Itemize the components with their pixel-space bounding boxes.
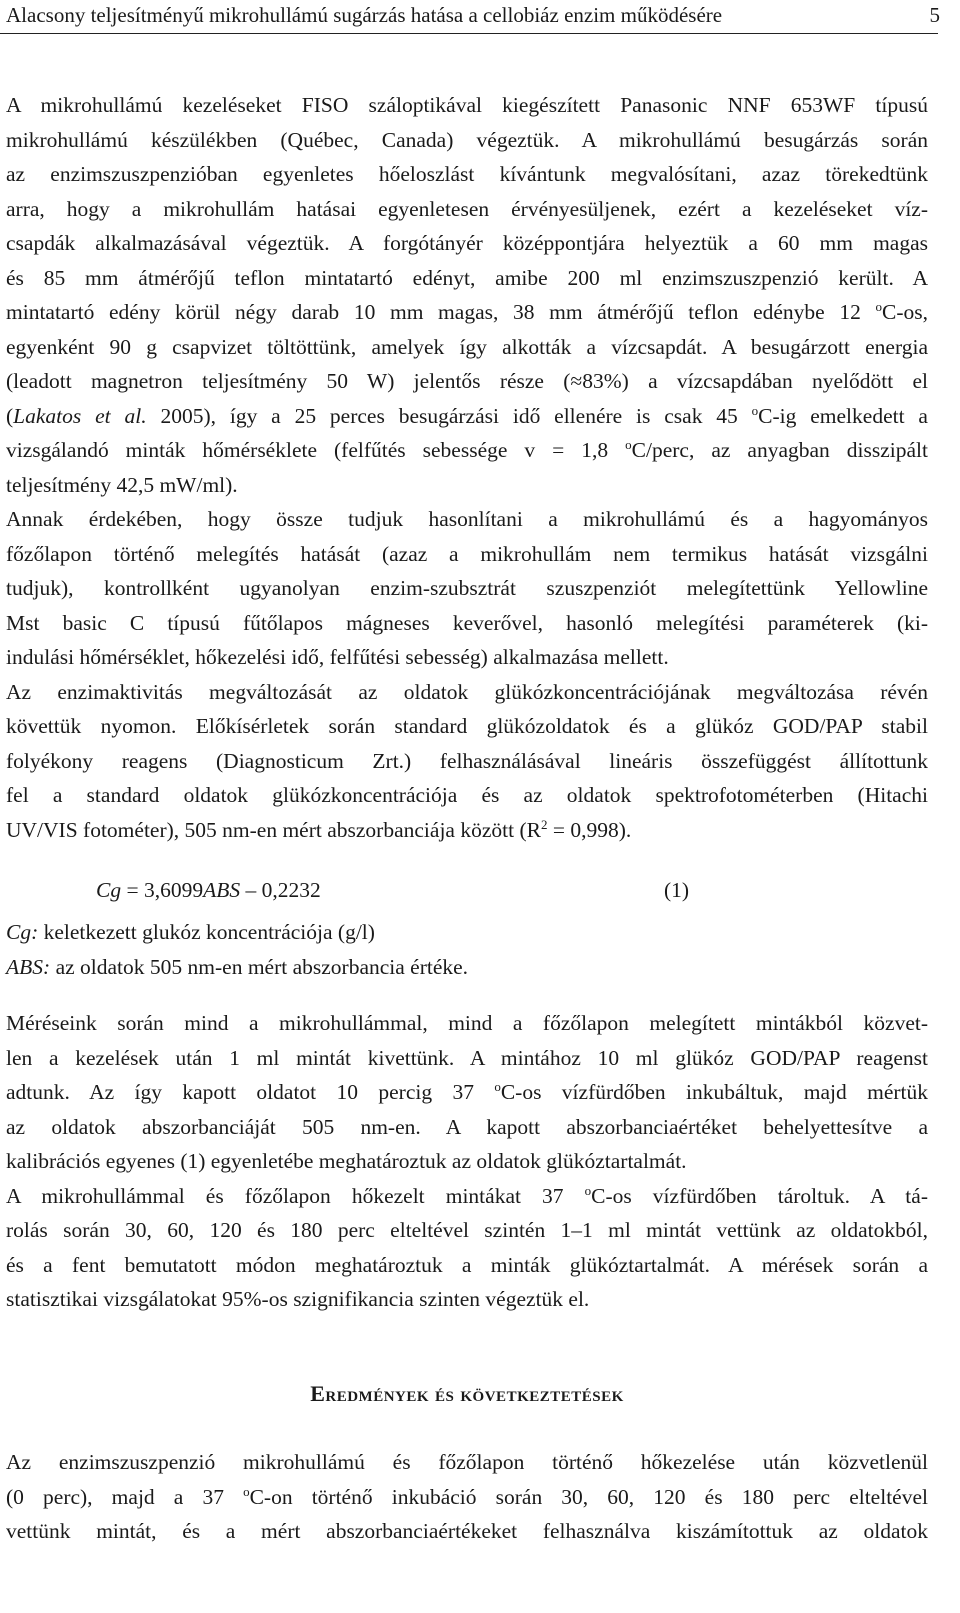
text-line: csapdák alkalmazásával végeztük. A forgótányér középpontjára helyeztük a 60 mm magas [6,231,928,255]
text-line: az oldatok abszorbanciáját 505 nm-en. A kapott abszorbanciaértéket behelyettesítve a [6,1114,928,1139]
text-line: (leadott magnetron teljesítmény 50 W) jelentős része (≈83%) a vízcsapdában nyelődött el [6,369,928,393]
text-line: A mikrohullámmal és főzőlapon hőkezelt mintákat 37 $^o$C-os vízfürdőben tároltuk. A tá- [6,1182,928,1208]
spacer [6,984,928,1006]
text-line: Mst basic C típusú fűtőlapos mágneses keverővel, hasonló melegítési paraméterek (ki- [6,610,928,635]
definition-line [6,915,928,950]
text-line: fel a standard oldatok glükózkoncentrációja és az oldatok spektrofotométerben (Hitachi [6,783,928,807]
text-line: egyenként 90 g csapvizet töltöttünk, amelyek így alkották a vízcsapdát. A besugárzott energia [6,334,928,359]
section-heading: Eredmények és következtetések [310,1380,624,1406]
text-line: UV/VIS fotométer), 505 nm-en mért abszorbanciája között $(R^2 = 0,998)$. [6,816,632,842]
text-line: vettünk mintát, és a mért abszorbanciaértékeket felhasználva kiszámítottuk az oldatok [6,1519,928,1543]
paragraph-control-heating [6,502,928,675]
equation-definitions [6,915,928,984]
paragraph-enzyme-activity [6,675,928,848]
equation-text: Cg = 3,6099ABS – 0,2232 [96,878,321,902]
text-line: tudjuk), kontrollként ugyanolyan enzim-szubsztrát szuszpenziót melegítettünk Yellowline [6,576,928,600]
definition-text: az oldatok 505 nm-en mért abszorbancia értéke. [55,954,469,979]
running-header [6,0,940,30]
running-title: Alacsony teljesítményű mikrohullámú sugárzás hatása a cellobiáz enzim működésére [6,2,723,27]
text-line: Az enzimaktivitás megváltozását az oldatok glükózkoncentrációjának megváltozása révén [6,679,928,704]
equation-number: (1) [664,878,690,902]
header-rule [0,33,938,34]
text-line: rolás során 30, 60, 120 és 180 perc elteltével szintén 1–1 ml mintát vettünk az oldatokból, [6,1218,928,1242]
text-line: (Lakatos et al. 2005), így a 25 perces besugárzási idő ellenére is csak 45 $^o$C-ig emelkedett a [6,402,928,428]
text-line: (0 perc), majd a 37 $^o$C-on történő inkubáció során 30, 60, 120 és 180 perc elteltével [6,1483,928,1509]
text-line: és a fent bemutatott módon meghatároztuk a minták glükóztartalmát. A mérések során a [6,1252,928,1277]
text-line: Méréseink során mind a mikrohullámmal, mind a főzőlapon melegített mintákból közvet- [6,1011,928,1035]
body-text [6,88,928,1549]
text-line: indulási hőmérséklet, hőkezelési idő, felfűtési sebesség) alkalmazása mellett. [6,645,669,669]
calibration-equation [6,865,928,915]
paragraph-results [6,1445,928,1549]
definition-text: keletkezett glukóz koncentrációja (g/l) [43,920,375,944]
definition-symbol: ABS: [6,954,51,979]
text-line: len a kezelések után 1 ml mintát kivettünk. A mintához 10 ml glükóz GOD/PAP reagenst [6,1045,928,1070]
paragraph-microwave-treatment [6,88,928,502]
text-line: követtük nyomon. Előkísérletek során standard glükózoldatok és a glükóz GOD/PAP stabil [6,714,928,738]
definition-symbol: Cg: [6,920,39,944]
text-line: Annak érdekében, hogy össze tudjuk hasonlítani a mikrohullámú és a hagyományos [6,507,928,531]
text-line: az enzimszuszpenzióban egyenletes hőeloszlást kívántunk megvalósítani, azaz törekedtünk [6,162,928,186]
text-line: mikrohullámú készülékben (Québec, Canada) végeztük. A mikrohullámú besugárzás során [6,127,928,152]
text-line: adtunk. Az így kapott oldatot 10 percig 37 $^o$C-os vízfürdőben inkubáltuk, majd mértük [6,1079,928,1104]
text-line: mintatartó edény körül négy darab 10 mm magas, 38 mm átmérőjű teflon edénybe 12 $^o$C-os, [6,299,928,324]
text-line: kalibrációs egyenes (1) egyenletébe meghatároztuk az oldatok glükóztartalmát. [6,1149,687,1173]
text-line: főzőlapon történő melegítés hatását (azaz a mikrohullám nem termikus hatását vizsgálni [6,541,928,566]
text-line: arra, hogy a mikrohullám hatásai egyenletesen érvényesüljenek, ezért a kezeléseket víz- [6,196,928,221]
page-number: 5 [929,2,940,27]
text-line: folyékony reagens (Diagnosticum Zrt.) felhasználásával lineáris összefüggést állítottunk [6,748,928,773]
definition-line [6,950,928,985]
text-line: teljesítmény 42,5 mW/ml). [6,472,238,497]
text-line: és 85 mm átmérőjű teflon mintatartó edényt, amibe 200 ml enzimszuszpenzió került. A [6,265,928,290]
text-line: A mikrohullámú kezeléseket FISO száloptikával kiegészített Panasonic NNF 653WF típusú [6,93,928,117]
text-line: Az enzimszuszpenzió mikrohullámú és főzőlapon történő hőkezelése után közvetlenül [6,1450,928,1474]
text-line: vizsgálandó minták hőmérséklete (felfűtés sebessége v = 1,8 $^o$C/perc, az anyagban disszipált [6,437,928,462]
text-line: statisztikai vizsgálatokat 95%-os szignifikancia szinten végeztük el. [6,1287,590,1311]
paragraph-storage [6,1179,928,1317]
paragraph-measurement [6,1006,928,1179]
